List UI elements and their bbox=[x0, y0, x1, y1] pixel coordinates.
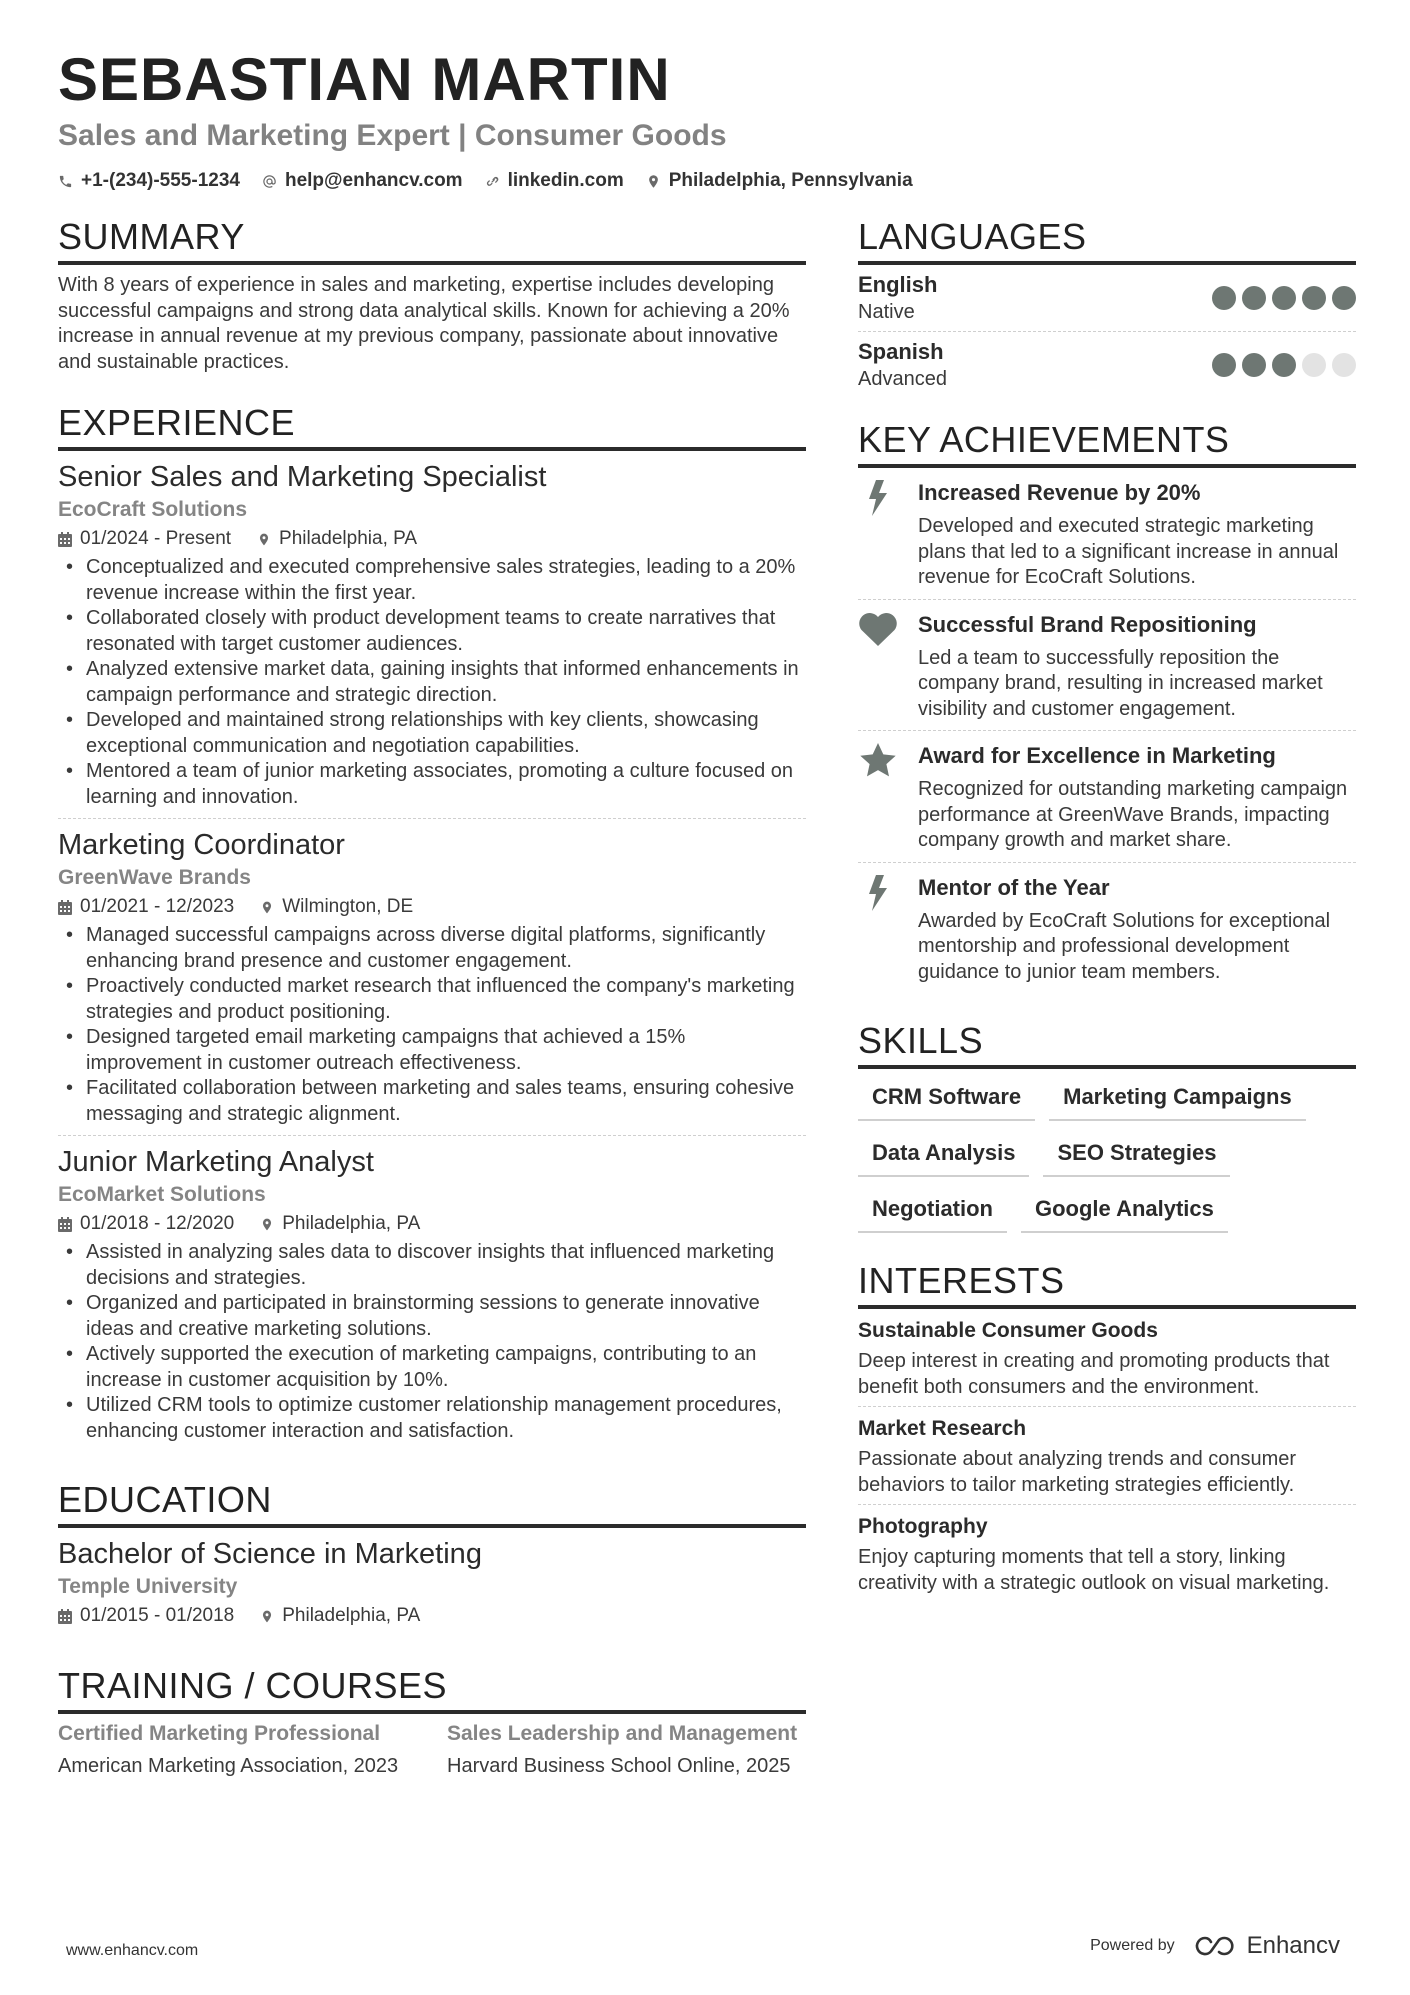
footer-branding bbox=[1090, 1932, 1340, 1960]
course-org: Harvard Business School Online, 2025 bbox=[447, 1755, 791, 1777]
experience-heading: EXPERIENCE bbox=[58, 401, 806, 451]
job-title: Senior Sales and Marketing Specialist bbox=[58, 461, 547, 493]
experience-entry bbox=[58, 819, 806, 1136]
location-pin-icon bbox=[257, 532, 271, 547]
achievements-section bbox=[858, 418, 1356, 993]
email-text: help@enhancv.com bbox=[284, 170, 463, 191]
languages-section bbox=[858, 215, 1356, 398]
heart-icon bbox=[858, 610, 898, 723]
interest-item bbox=[858, 1309, 1356, 1407]
skill-tag: Data Analysis bbox=[858, 1135, 1029, 1177]
job-meta bbox=[58, 893, 806, 921]
bullet-item: • Developed and maintained strong relationships with key clients, showcasing exceptional communication and negotiation capabilities. bbox=[58, 708, 806, 759]
degree-title: Bachelor of Science in Marketing bbox=[58, 1538, 482, 1570]
language-level: Native bbox=[858, 301, 915, 323]
job-title: Marketing Coordinator bbox=[58, 829, 345, 861]
job-dates-text: 01/2021 - 12/2023 bbox=[80, 896, 235, 917]
summary-text: With 8 years of experience in sales and marketing, expertise includes developing successful campaigns and strong data analytical skills. Known for achieving a 20% increase in annual revenue at my previous company, passionate about innovative and sustainable practices. bbox=[58, 274, 790, 373]
bullet-item: • Utilized CRM tools to optimize customer relationship management procedures, enhancing customer interaction and satisfaction. bbox=[58, 1393, 806, 1444]
company-name: EcoCraft Solutions bbox=[58, 498, 248, 521]
job-bullets bbox=[58, 923, 806, 1127]
location-pin-icon bbox=[260, 900, 274, 915]
language-name: Spanish bbox=[858, 339, 944, 364]
education-heading: EDUCATION bbox=[58, 1478, 806, 1528]
job-location-text: Philadelphia, PA bbox=[279, 528, 418, 549]
language-level: Advanced bbox=[858, 368, 947, 390]
interests-heading: INTERESTS bbox=[858, 1259, 1356, 1309]
location-pin-icon bbox=[260, 1217, 274, 1232]
school-name: Temple University bbox=[58, 1575, 238, 1598]
achievement-item bbox=[858, 863, 1356, 994]
link-icon bbox=[485, 174, 500, 189]
proficiency-dots bbox=[1212, 286, 1356, 310]
calendar-icon bbox=[58, 532, 72, 547]
skills-section bbox=[858, 1019, 1356, 1233]
achievement-text: Awarded by EcoCraft Solutions for exceptional mentorship and professional development guidance to junior team members. bbox=[918, 909, 1331, 983]
star-icon bbox=[858, 741, 898, 854]
location-pin-icon bbox=[260, 1609, 274, 1624]
course-title: Certified Marketing Professional bbox=[58, 1722, 381, 1745]
powered-by-label: Powered by bbox=[1090, 1937, 1175, 1954]
interest-text: Passionate about analyzing trends and consumer behaviors to tailor marketing strategies efficiently. bbox=[858, 1448, 1297, 1496]
job-meta bbox=[58, 1210, 806, 1238]
contact-phone[interactable] bbox=[58, 168, 240, 194]
proficiency-dot bbox=[1272, 353, 1296, 377]
achievement-item bbox=[858, 468, 1356, 600]
proficiency-dot bbox=[1212, 353, 1236, 377]
proficiency-dot bbox=[1272, 286, 1296, 310]
contact-website[interactable] bbox=[485, 168, 624, 194]
achievement-title: Mentor of the Year bbox=[918, 874, 1110, 900]
contact-location bbox=[646, 168, 913, 194]
calendar-icon bbox=[58, 1217, 72, 1232]
job-dates bbox=[58, 525, 231, 553]
bullet-item: • Analyzed extensive market data, gaining insights that informed enhancements in campaign performance and strategic direction. bbox=[58, 657, 806, 708]
skill-tag: CRM Software bbox=[858, 1079, 1035, 1121]
proficiency-dot bbox=[1242, 286, 1266, 310]
job-bullets bbox=[58, 555, 806, 810]
bullet-item: • Organized and participated in brainstorming sessions to generate innovative ideas and creative marketing solutions. bbox=[58, 1291, 806, 1342]
course-title: Sales Leadership and Management bbox=[447, 1722, 798, 1745]
bullet-item: • Collaborated closely with product development teams to create narratives that resonated with target customer audiences. bbox=[58, 606, 806, 657]
brand-logo[interactable] bbox=[1193, 1932, 1340, 1960]
job-location bbox=[257, 525, 417, 553]
bullet-item: • Assisted in analyzing sales data to discover insights that influenced marketing decisions and strategies. bbox=[58, 1240, 806, 1291]
course-list bbox=[58, 1720, 806, 1780]
experience-section bbox=[58, 401, 806, 1452]
education-location bbox=[260, 1602, 420, 1630]
skill-tag: SEO Strategies bbox=[1043, 1135, 1230, 1177]
brand-name: Enhancv bbox=[1246, 1932, 1340, 1959]
enhancv-logo-icon bbox=[1193, 1934, 1239, 1958]
training-heading: TRAINING / COURSES bbox=[58, 1664, 806, 1714]
skill-tag: Google Analytics bbox=[1021, 1191, 1228, 1233]
summary-heading: SUMMARY bbox=[58, 215, 806, 265]
achievement-title: Increased Revenue by 20% bbox=[918, 480, 1201, 505]
right-column bbox=[858, 215, 1356, 1628]
course-item bbox=[58, 1720, 417, 1780]
education-entry bbox=[58, 1528, 806, 1638]
bullet-item: • Designed targeted email marketing campaigns that achieved a 15% improvement in customer outreach effectiveness. bbox=[58, 1025, 806, 1076]
proficiency-dot bbox=[1302, 286, 1326, 310]
skills-heading: SKILLS bbox=[858, 1019, 1356, 1069]
course-item bbox=[447, 1720, 806, 1780]
job-location-text: Wilmington, DE bbox=[282, 896, 414, 917]
contact-bar bbox=[58, 168, 913, 194]
job-title: Junior Marketing Analyst bbox=[58, 1146, 374, 1178]
bullet-item: • Facilitated collaboration between marketing and sales teams, ensuring cohesive messaging and strategic alignment. bbox=[58, 1076, 806, 1127]
experience-entry bbox=[58, 451, 806, 819]
job-dates-text: 01/2018 - 12/2020 bbox=[80, 1213, 235, 1234]
experience-entry bbox=[58, 1136, 806, 1452]
bullet-item: • Actively supported the execution of marketing campaigns, contributing to an increase in customer acquisition by 10%. bbox=[58, 1342, 806, 1393]
education-dates bbox=[58, 1602, 234, 1630]
achievement-title: Award for Excellence in Marketing bbox=[918, 743, 1276, 768]
candidate-headline: Sales and Marketing Expert | Consumer Goods bbox=[58, 119, 727, 152]
proficiency-dots bbox=[1212, 353, 1356, 377]
education-location-text: Philadelphia, PA bbox=[282, 1605, 421, 1626]
achievement-text: Led a team to successfully reposition the company brand, resulting in increased market visibility and customer engagement. bbox=[918, 646, 1323, 720]
job-dates bbox=[58, 893, 234, 921]
achievement-item bbox=[858, 600, 1356, 732]
bullet-item: • Mentored a team of junior marketing associates, promoting a culture focused on learning and innovation. bbox=[58, 759, 806, 810]
proficiency-dot bbox=[1332, 286, 1356, 310]
proficiency-dot bbox=[1332, 353, 1356, 377]
training-section bbox=[58, 1664, 806, 1780]
footer-website[interactable]: www.enhancv.com bbox=[66, 1942, 199, 1959]
education-dates-text: 01/2015 - 01/2018 bbox=[80, 1605, 235, 1626]
interest-text: Enjoy capturing moments that tell a story, linking creativity with a strategic outlook on visual marketing. bbox=[858, 1546, 1330, 1594]
calendar-icon bbox=[58, 1609, 72, 1624]
course-org: American Marketing Association, 2023 bbox=[58, 1755, 399, 1777]
proficiency-dot bbox=[1212, 286, 1236, 310]
company-name: EcoMarket Solutions bbox=[58, 1183, 266, 1206]
language-item bbox=[858, 332, 1356, 398]
interest-title: Photography bbox=[858, 1515, 988, 1538]
achievement-title: Successful Brand Repositioning bbox=[918, 611, 1257, 637]
job-location-text: Philadelphia, PA bbox=[282, 1213, 421, 1234]
interest-title: Market Research bbox=[858, 1417, 1027, 1440]
job-dates bbox=[58, 1210, 234, 1238]
language-item bbox=[858, 265, 1356, 332]
contact-email[interactable] bbox=[262, 168, 463, 194]
proficiency-dot bbox=[1302, 353, 1326, 377]
interest-item bbox=[858, 1407, 1356, 1505]
job-meta bbox=[58, 525, 806, 553]
summary-section bbox=[58, 215, 806, 375]
company-name: GreenWave Brands bbox=[58, 866, 251, 889]
languages-heading: LANGUAGES bbox=[858, 215, 1356, 265]
education-meta bbox=[58, 1602, 806, 1630]
location-pin-icon bbox=[646, 174, 661, 189]
skill-tag: Marketing Campaigns bbox=[1049, 1079, 1306, 1121]
calendar-icon bbox=[58, 900, 72, 915]
achievements-heading: KEY ACHIEVEMENTS bbox=[858, 418, 1356, 468]
phone-icon bbox=[58, 174, 73, 189]
proficiency-dot bbox=[1242, 353, 1266, 377]
phone-text: +1-(234)-555-1234 bbox=[81, 170, 240, 191]
lightning-icon bbox=[858, 478, 898, 591]
website-text: linkedin.com bbox=[507, 170, 624, 191]
job-bullets bbox=[58, 1240, 806, 1444]
achievement-item bbox=[858, 731, 1356, 863]
interest-text: Deep interest in creating and promoting products that benefit both consumers and the environment. bbox=[858, 1350, 1330, 1398]
location-text: Philadelphia, Pennsylvania bbox=[668, 170, 913, 191]
bullet-item: • Conceptualized and executed comprehensive sales strategies, leading to a 20% revenue increase within the first year. bbox=[58, 555, 806, 606]
interest-item bbox=[858, 1505, 1356, 1602]
job-dates-text: 01/2024 - Present bbox=[80, 528, 232, 549]
skill-tag: Negotiation bbox=[858, 1191, 1007, 1233]
achievement-text: Developed and executed strategic marketing plans that led to a significant increase in annual revenue for EcoCraft Solutions. bbox=[918, 515, 1339, 588]
skill-list bbox=[858, 1079, 1356, 1233]
at-icon bbox=[262, 174, 277, 189]
achievement-text: Recognized for outstanding marketing campaign performance at GreenWave Brands, impacting company growth and market share. bbox=[918, 778, 1348, 851]
language-name: English bbox=[858, 272, 938, 297]
job-location bbox=[260, 893, 413, 921]
interests-section bbox=[858, 1259, 1356, 1602]
left-column bbox=[58, 215, 806, 1806]
bullet-item: • Proactively conducted market research that influenced the company's marketing strategies and product positioning. bbox=[58, 974, 806, 1025]
lightning-icon bbox=[858, 873, 898, 986]
bullet-item: • Managed successful campaigns across diverse digital platforms, significantly enhancing brand presence and customer engagement. bbox=[58, 923, 806, 974]
education-section bbox=[58, 1478, 806, 1638]
interest-title: Sustainable Consumer Goods bbox=[858, 1319, 1158, 1342]
candidate-name: SEBASTIAN MARTIN bbox=[58, 46, 671, 113]
job-location bbox=[260, 1210, 420, 1238]
